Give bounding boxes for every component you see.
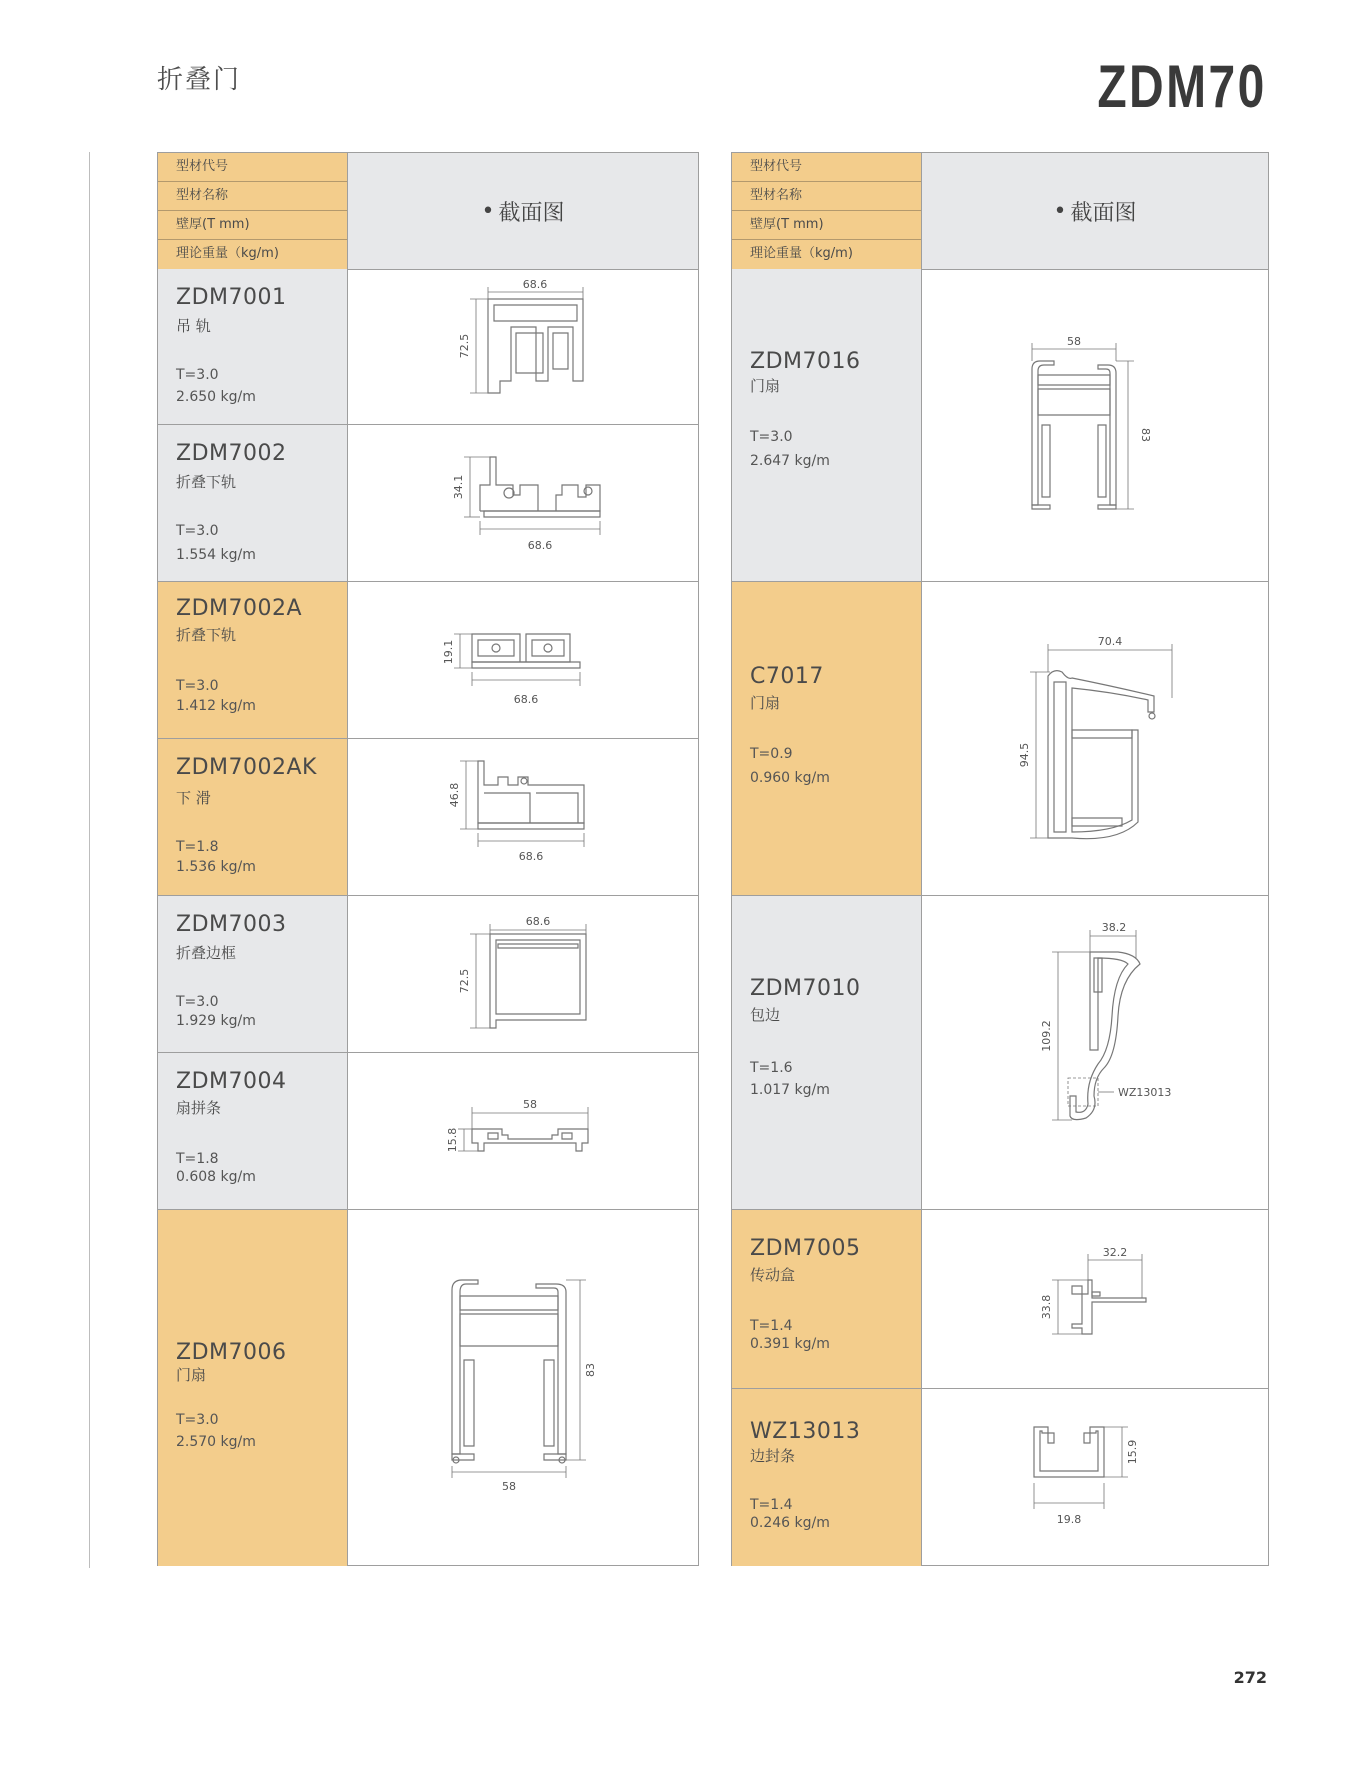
profile-row: [732, 1210, 1268, 1389]
profile-code: ZDM7002AK: [176, 755, 317, 780]
profile-code: ZDM7001: [176, 285, 287, 310]
profile-name: 门扇: [750, 377, 781, 395]
profile-row: [732, 269, 1268, 582]
profile-row: [158, 269, 698, 425]
table-header: [732, 153, 1268, 270]
section-drawing-zdm7004: [348, 1053, 698, 1209]
profile-code: ZDM7005: [750, 1236, 861, 1261]
section-drawing-zdm7003: [348, 896, 698, 1052]
profile-row: [158, 425, 698, 582]
profile-thickness: T=3.0: [176, 1412, 219, 1428]
dim-width: 68.6: [525, 915, 551, 928]
header-label-code: 型材代号: [732, 153, 921, 182]
profile-code: ZDM7002: [176, 441, 287, 466]
dim-width: 58: [1067, 335, 1081, 348]
header-label-weight: 理论重量（kg/m): [176, 246, 279, 261]
profile-info: [158, 269, 348, 424]
side-rule: [89, 152, 90, 1568]
right-profile-table: [731, 152, 1269, 1566]
profile-row: [158, 582, 698, 739]
series-title: ZDM70: [1097, 53, 1267, 120]
profile-drawing: [348, 739, 698, 895]
profile-row: [158, 739, 698, 896]
profile-code: ZDM7004: [176, 1069, 287, 1094]
dim-height: 15.9: [1126, 1439, 1139, 1465]
section-drawing-zdm7006: [348, 1210, 698, 1565]
bullet-icon: •: [481, 198, 495, 224]
profile-name: 吊 轨: [176, 317, 211, 335]
dim-width: 68.6: [522, 278, 548, 291]
header-label-weight: 理论重量（kg/m): [750, 246, 853, 261]
profile-code: ZDM7003: [176, 912, 287, 937]
profile-drawing: [348, 582, 698, 738]
dim-width: 68.6: [518, 850, 544, 863]
profile-weight: 1.412 kg/m: [176, 698, 256, 714]
profile-info: [158, 1210, 348, 1566]
dim-height: 94.5: [1018, 742, 1031, 768]
profile-info: [158, 1053, 348, 1209]
profile-thickness: T=1.8: [176, 1151, 219, 1167]
profile-name: 下 滑: [176, 789, 211, 807]
profile-name: 门扇: [176, 1366, 207, 1384]
profile-name: 折叠边框: [176, 944, 237, 962]
header-labels: [732, 153, 922, 269]
profile-info: [158, 896, 348, 1052]
profile-drawing: [348, 1053, 698, 1209]
dim-height: 72.5: [458, 968, 471, 994]
profile-weight: 1.536 kg/m: [176, 859, 256, 875]
section-view-label: 截面图: [498, 200, 565, 226]
profile-drawing: [922, 1389, 1268, 1566]
profile-drawing: [348, 269, 698, 424]
profile-weight: 2.647 kg/m: [750, 453, 830, 469]
profile-weight: 2.650 kg/m: [176, 389, 256, 405]
profile-code: ZDM7002A: [176, 596, 303, 621]
profile-row: [158, 896, 698, 1053]
profile-thickness: T=1.6: [750, 1060, 793, 1076]
profile-name: 折叠下轨: [176, 473, 237, 491]
dim-height: 83: [584, 1363, 597, 1377]
profile-name: 折叠下轨: [176, 626, 237, 644]
section-drawing-zdm7001: [348, 269, 698, 424]
profile-code: WZ13013: [750, 1419, 861, 1444]
section-drawing-zdm7002ak: [348, 739, 698, 895]
table-header: [158, 153, 698, 270]
profile-name: 扇拼条: [176, 1099, 222, 1117]
profile-thickness: T=3.0: [176, 367, 219, 383]
profile-info: [158, 582, 348, 738]
section-drawing-c7017: [922, 582, 1268, 895]
dim-height: 109.2: [1040, 1020, 1053, 1052]
profile-info: [158, 425, 348, 581]
dim-height: 34.1: [452, 474, 465, 500]
profile-code: ZDM7016: [750, 349, 861, 374]
page-section-title: 折叠门: [157, 65, 242, 95]
profile-drawing: [922, 896, 1268, 1209]
section-drawing-zdm7005: [922, 1210, 1268, 1388]
profile-weight: 1.929 kg/m: [176, 1013, 256, 1029]
section-view-heading: [922, 153, 1268, 269]
header-label-thickness: 壁厚(T mm): [732, 211, 921, 240]
dim-height: 33.8: [1040, 1294, 1053, 1320]
profile-weight: 0.960 kg/m: [750, 770, 830, 786]
dim-height: 83: [1139, 428, 1152, 442]
dim-width: 58: [523, 1098, 537, 1111]
dim-seal-ref: WZ13013: [1118, 1086, 1172, 1099]
profile-thickness: T=3.0: [750, 429, 793, 445]
header-label-name: 型材名称: [732, 182, 921, 211]
dim-width: 70.4: [1097, 635, 1123, 648]
profile-row: [732, 896, 1268, 1210]
profile-thickness: T=1.8: [176, 839, 219, 855]
profile-drawing: [922, 1210, 1268, 1388]
profile-row: [158, 1210, 698, 1566]
profile-thickness: T=0.9: [750, 746, 793, 762]
dim-width: 32.2: [1102, 1246, 1128, 1259]
profile-name: 门扇: [750, 694, 781, 712]
profile-row: [158, 1053, 698, 1210]
header-label-name: 型材名称: [158, 182, 347, 211]
profile-thickness: T=1.4: [750, 1318, 793, 1334]
section-view-heading: [348, 153, 698, 269]
section-drawing-zdm7010: [922, 896, 1268, 1209]
dim-height: 15.8: [446, 1127, 459, 1153]
dim-height: 72.5: [458, 333, 471, 359]
profile-code: ZDM7010: [750, 976, 861, 1001]
profile-drawing: [922, 269, 1268, 581]
dim-width: 19.8: [1056, 1513, 1082, 1526]
dim-width: 68.6: [513, 693, 539, 706]
profile-weight: 1.017 kg/m: [750, 1082, 830, 1098]
profile-name: 包边: [750, 1006, 781, 1024]
profile-drawing: [348, 425, 698, 581]
profile-info: [732, 269, 922, 581]
section-view-label: 截面图: [1070, 200, 1137, 226]
dim-width: 68.6: [527, 539, 553, 552]
dim-width: 58: [502, 1480, 516, 1493]
dim-height: 46.8: [448, 782, 461, 808]
header-labels: [158, 153, 348, 269]
dim-height: 19.1: [442, 639, 455, 665]
profile-drawing: [348, 896, 698, 1052]
dim-width: 38.2: [1101, 921, 1127, 934]
profile-thickness: T=3.0: [176, 678, 219, 694]
profile-thickness: T=1.4: [750, 1497, 793, 1513]
profile-row: [732, 1389, 1268, 1566]
profile-weight: 2.570 kg/m: [176, 1434, 256, 1450]
profile-thickness: T=3.0: [176, 523, 219, 539]
header-label-thickness: 壁厚(T mm): [158, 211, 347, 240]
section-drawing-zdm7016: [922, 269, 1268, 581]
profile-info: [732, 582, 922, 895]
section-drawing-zdm7002a: [348, 582, 698, 738]
profile-row: [732, 582, 1268, 896]
bullet-icon: •: [1053, 198, 1067, 224]
section-drawing-zdm7002: [348, 425, 698, 581]
section-drawing-wz13013: [922, 1389, 1268, 1565]
profile-drawing: [922, 582, 1268, 895]
profile-info: [732, 1389, 922, 1566]
profile-name: 边封条: [750, 1447, 796, 1465]
left-profile-table: [157, 152, 699, 1566]
profile-info: [732, 1210, 922, 1388]
profile-info: [732, 896, 922, 1209]
profile-weight: 0.391 kg/m: [750, 1336, 830, 1352]
profile-code: C7017: [750, 664, 824, 689]
profile-weight: 0.246 kg/m: [750, 1515, 830, 1531]
profile-code: ZDM7006: [176, 1340, 287, 1365]
profile-weight: 1.554 kg/m: [176, 547, 256, 563]
page-number: 272: [1233, 1668, 1267, 1687]
header-label-code: 型材代号: [158, 153, 347, 182]
profile-info: [158, 739, 348, 895]
profile-weight: 0.608 kg/m: [176, 1169, 256, 1185]
profile-drawing: [348, 1210, 698, 1566]
profile-thickness: T=3.0: [176, 994, 219, 1010]
profile-name: 传动盒: [750, 1266, 796, 1284]
